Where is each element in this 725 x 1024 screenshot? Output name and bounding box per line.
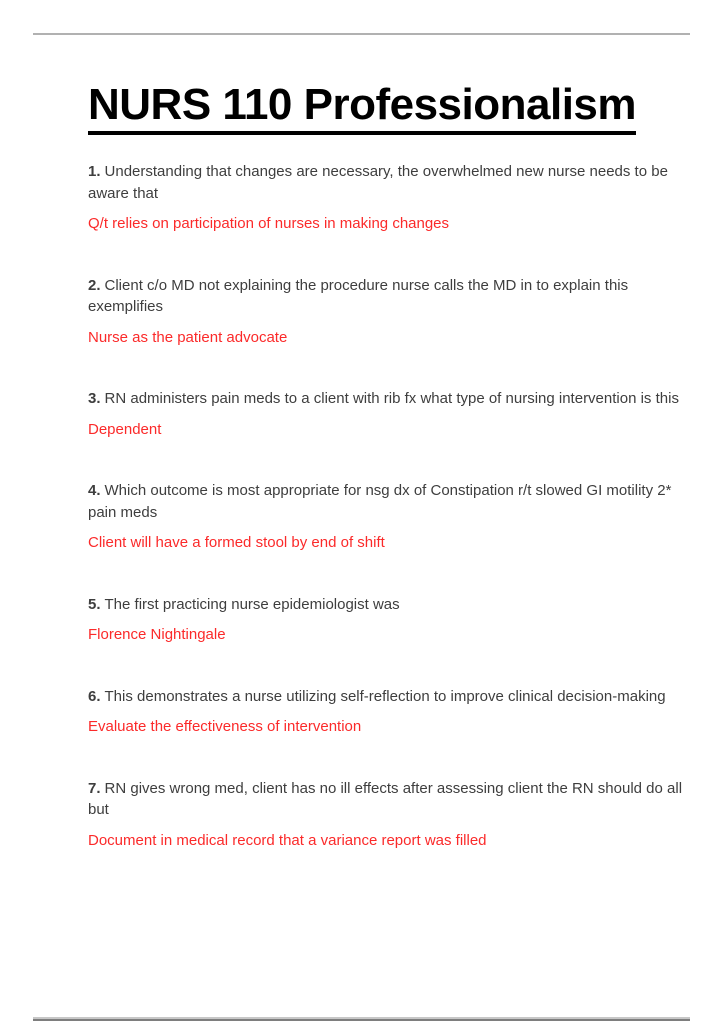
question-number: 3. <box>88 390 101 408</box>
question-text <box>88 778 688 821</box>
question-body: Client c/o MD not explaining the procedure nurse calls the MD in to explain this exemplifies <box>88 276 629 316</box>
question-number: 1. <box>88 163 101 181</box>
question-body: Understanding that changes are necessary, the overwhelmed new nurse needs to be aware that <box>88 163 668 202</box>
question-number: 6. <box>88 687 101 705</box>
question-body: The first practicing nurse epidemiologist was <box>104 595 400 613</box>
question-body: This demonstrates a nurse utilizing self-reflection to improve clinical decision-making <box>104 687 666 705</box>
question-answer-block <box>88 161 688 235</box>
top-divider <box>33 33 690 35</box>
answer-text: Client will have a formed stool by end of shift <box>88 534 385 552</box>
question-answer-block <box>88 388 688 440</box>
question-answer-block <box>88 594 688 646</box>
question-number: 2. <box>88 276 101 294</box>
question-number: 4. <box>88 482 101 500</box>
question-text <box>88 161 688 204</box>
answer-text: Dependent <box>88 420 162 438</box>
question-text <box>88 686 688 708</box>
question-body: RN gives wrong med, client has no ill effects after assessing client the RN should do all but <box>88 779 683 819</box>
question-answer-block <box>88 480 688 554</box>
question-text <box>88 594 688 616</box>
question-answer-block <box>88 686 688 738</box>
answer-text: Document in medical record that a variance report was filled <box>88 831 487 849</box>
answer-text: Q/t relies on participation of nurses in making changes <box>88 215 450 233</box>
question-number: 7. <box>88 779 101 797</box>
document-content <box>88 82 688 891</box>
question-text <box>88 275 688 318</box>
question-text <box>88 480 688 523</box>
question-number: 5. <box>88 595 101 613</box>
question-answer-block <box>88 275 688 349</box>
question-body: Which outcome is most appropriate for nsg dx of Constipation r/t slowed GI motility 2* pain meds <box>88 482 672 521</box>
answer-text: Evaluate the effectiveness of intervention <box>88 718 362 736</box>
question-body: RN administers pain meds to a client with rib fx what type of nursing intervention is this <box>104 390 679 408</box>
question-answer-block <box>88 778 688 852</box>
question-text <box>88 388 688 410</box>
bottom-divider <box>33 1017 690 1021</box>
answer-text: Florence Nightingale <box>88 626 226 644</box>
page-title: NURS 110 Professionalism <box>88 82 636 135</box>
question-list <box>88 161 688 851</box>
answer-text: Nurse as the patient advocate <box>88 328 288 346</box>
